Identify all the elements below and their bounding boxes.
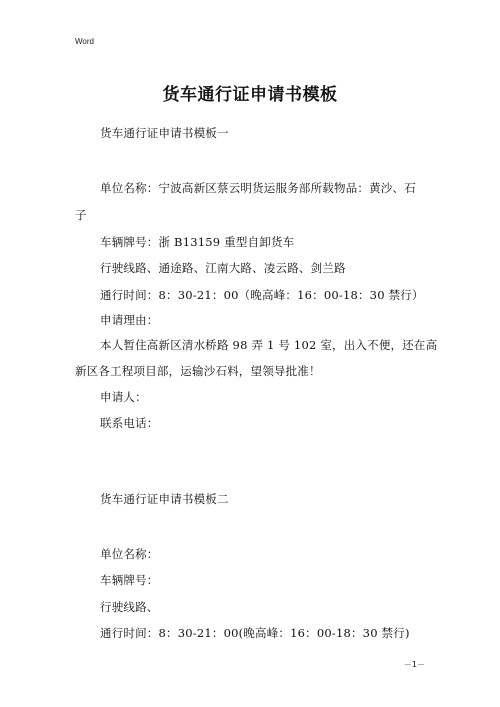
section1-time: 通行时间：8：30-21：00（晚高峰：16：00-18：30 禁行）	[100, 288, 424, 302]
section2-heading: 货车通行证申请书模板二	[100, 492, 229, 506]
section1-applicant: 申请人：	[100, 390, 147, 404]
header-app-label: Word	[75, 37, 94, 46]
section2-unit: 单位名称：	[100, 547, 159, 561]
section2-route: 行驶线路、	[100, 600, 159, 614]
document-title: 货车通行证申请书模板	[162, 85, 338, 105]
section1-unit-line1: 单位名称：宁波高新区蔡云明货运服务部所载物品：黄沙、石	[100, 181, 416, 195]
section1-heading: 货车通行证申请书模板一	[100, 126, 229, 140]
section1-unit-line2: 子	[75, 208, 87, 222]
section2-time: 通行时间：8：30-21：00(晚高峰：16：00-18：30 禁行)	[100, 626, 410, 640]
section1-reason-line1: 本人暂住高新区清水桥路 98 弄 1 号 102 室，出入不便，还在高	[100, 338, 438, 352]
section2-plate: 车辆牌号：	[100, 573, 159, 587]
section1-reason-label: 申请理由：	[100, 313, 159, 327]
page-number: －1－	[403, 660, 425, 669]
section1-plate: 车辆牌号：浙 B13159 重型自卸货车	[100, 235, 295, 249]
section1-route: 行驶线路、通途路、江南大路、凌云路、剑兰路	[100, 261, 346, 275]
section1-phone: 联系电话：	[100, 416, 159, 430]
section1-reason-line2: 新区各工程项目部，运输沙石料，望领导批准！	[75, 364, 321, 378]
